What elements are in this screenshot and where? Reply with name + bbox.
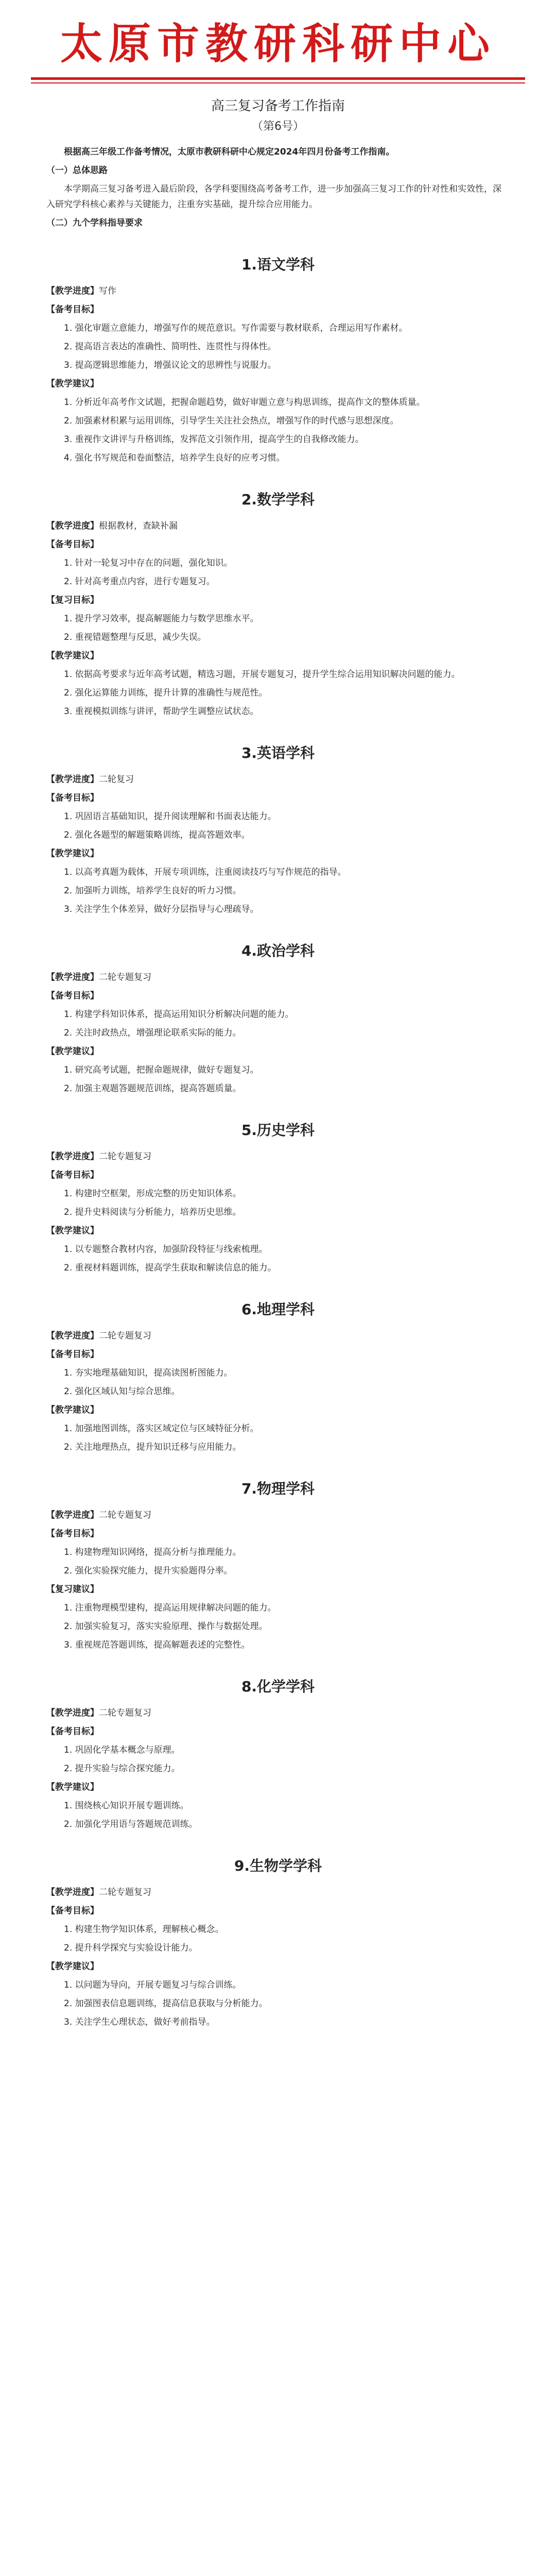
- section-label-line: [46, 283, 510, 299]
- section-label-line: [46, 1347, 510, 1362]
- section-label: 【教学建议】: [46, 651, 99, 661]
- section-item: 2. 加强主观题答题规范训练，提高答题质量。: [64, 1083, 241, 1094]
- section-label: 【教学进度】: [46, 1708, 99, 1718]
- section-item: 2. 强化区域认知与综合思维。: [64, 1386, 180, 1397]
- section-item: 3. 重视作文讲评与升格训练，发挥范文引领作用，提高学生的自我修改能力。: [64, 434, 364, 445]
- document-body: [46, 144, 510, 2033]
- section-item: 1. 以高考真题为载体，开展专项训练，注重阅读技巧与写作规范的指导。: [64, 867, 346, 877]
- section-title: 6.地理学科: [241, 1301, 315, 1318]
- section-label: 【教学建议】: [46, 379, 99, 389]
- section-label: 【教学进度】: [46, 1331, 99, 1341]
- section-title: 8.化学学科: [241, 1678, 315, 1695]
- section-title: 2.数学学科: [241, 491, 315, 508]
- section-item: 1. 构建生物学知识体系，理解核心概念。: [64, 1924, 224, 1935]
- section-item: 2. 加强化学用语与答题规范训练。: [64, 1819, 198, 1829]
- section-label: 【备考目标】: [46, 1529, 99, 1539]
- section-label: 【教学进度】: [46, 774, 99, 785]
- doc-number: （第6号）: [252, 120, 304, 133]
- section-label-line: [46, 592, 510, 608]
- section-item: 2. 强化运算能力训练，提升计算的准确性与规范性。: [64, 688, 268, 698]
- section-label: 【备考目标】: [46, 991, 99, 1001]
- section-label: 【教学进度】: [46, 972, 99, 982]
- section-item: 2. 提升实验与综合探究能力。: [64, 1764, 180, 1774]
- section-label-line: [46, 988, 510, 1004]
- section-item: 2. 关注地理热点，提升知识迁移与应用能力。: [64, 1442, 241, 1452]
- section-item: 1. 研究高考试题，把握命题规律，做好专题复习。: [64, 1065, 259, 1075]
- section-item: 1. 以专题整合教材内容，加强阶段特征与线索梳理。: [64, 1244, 268, 1255]
- section-label: 【备考目标】: [46, 539, 99, 550]
- section-label: 【教学建议】: [46, 1405, 99, 1415]
- section-label-line: [46, 772, 510, 787]
- section-title: 5.历史学科: [241, 1122, 315, 1139]
- section-label: 【教学进度】: [46, 1510, 99, 1520]
- section-title: 7.物理学科: [241, 1480, 315, 1497]
- section-item: 2. 强化各题型的解题策略训练，提高答题效率。: [64, 830, 250, 840]
- section-item: 2. 重视材料题训练，提高学生获取和解读信息的能力。: [64, 1263, 276, 1273]
- section-item: 4. 强化书写规范和卷面整洁，培养学生良好的应考习惯。: [64, 453, 285, 463]
- section-label-text: 写作: [99, 286, 116, 296]
- section-item: 1. 针对一轮复习中存在的问题，强化知识。: [64, 558, 233, 568]
- section-label-line: [46, 1582, 510, 1597]
- section-label: 【教学进度】: [46, 1151, 99, 1162]
- section-item: 1. 巩固语言基础知识，提升阅读理解和书面表达能力。: [64, 811, 276, 822]
- section-item: 1. 夯实地理基础知识，提高读图析图能力。: [64, 1368, 233, 1378]
- section-label-line: [46, 1903, 510, 1919]
- section-title: 4.政治学科: [241, 942, 315, 959]
- section-item: 2. 关注时政热点，增强理论联系实际的能力。: [64, 1028, 241, 1038]
- intro-paragraph: 本学期高三复习备考进入最后阶段，各学科要围绕高考备考工作，进一步加强高三复习工作的针对性和实效性，深入研究学科核心素养与关键能力，注重夯实基础，提升综合应用能力。: [46, 184, 501, 210]
- section-label-line: [46, 1167, 510, 1183]
- section-item: 3. 重视规范答题训练，提高解题表述的完整性。: [64, 1640, 250, 1650]
- intro-heading-1: （一）总体思路: [46, 165, 108, 176]
- section-item: 3. 提高逻辑思维能力，增强议论文的思辨性与说服力。: [64, 360, 276, 370]
- section-item: 2. 重视错题整理与反思，减少失误。: [64, 632, 206, 642]
- section-label: 【备考目标】: [46, 793, 99, 803]
- section-item: 1. 分析近年高考作文试题，把握命题趋势，做好审题立意与构思训练，提高作文的整体质量。: [64, 397, 425, 408]
- section-label-line: [46, 1780, 510, 1795]
- section-item: 2. 提升科学探究与实验设计能力。: [64, 1943, 198, 1953]
- section-item: 1. 注重物理模型建构，提高运用规律解决问题的能力。: [64, 1603, 276, 1613]
- header-org-title: 太原市教研科研中心: [60, 20, 496, 69]
- header-rule-thin: [31, 82, 525, 83]
- section-label: 【教学进度】: [46, 1887, 99, 1897]
- section-label: 【教学建议】: [46, 1226, 99, 1236]
- section-label-line: [46, 1885, 510, 1900]
- section-label-line: [46, 1328, 510, 1344]
- section-title: 1.语文学科: [241, 256, 315, 273]
- section-label-line: [46, 970, 510, 985]
- section-label: 【教学建议】: [46, 1782, 99, 1792]
- section-item: 1. 加强地图训练，落实区域定位与区域特征分析。: [64, 1423, 259, 1434]
- section-label: 【备考目标】: [46, 1906, 99, 1916]
- section-label: 【复习目标】: [46, 595, 99, 605]
- section-label-line: [46, 648, 510, 664]
- section-item: 2. 针对高考重点内容，进行专题复习。: [64, 577, 215, 587]
- subject-sections: [46, 253, 510, 2030]
- section-title: 9.生物学学科: [234, 1857, 322, 1874]
- section-label-line: [46, 790, 510, 806]
- section-label: 【教学建议】: [46, 1046, 99, 1057]
- section-label-text: 二轮专题复习: [99, 1510, 151, 1520]
- section-item: 3. 重视模拟训练与讲评，帮助学生调整应试状态。: [64, 706, 259, 717]
- section-item: 1. 强化审题立意能力，增强写作的规范意识。写作需要与教材联系，合理运用写作素材。: [64, 323, 408, 333]
- intro-lead: 根据高三年级工作备考情况，太原市教研科研中心规定2024年四月份备考工作指南。: [64, 147, 395, 157]
- section-label-line: [46, 537, 510, 552]
- section-item: 2. 提升史料阅读与分析能力，培养历史思维。: [64, 1207, 241, 1217]
- section-label-line: [46, 1724, 510, 1739]
- section-label-text: 二轮专题复习: [99, 1331, 151, 1341]
- section-label: 【备考目标】: [46, 1726, 99, 1737]
- section-label: 【备考目标】: [46, 1349, 99, 1360]
- section-label-line: [46, 1959, 510, 1974]
- section-item: 2. 加强实验复习，落实实验原理、操作与数据处理。: [64, 1621, 268, 1632]
- section-label-text: 根据教材，查缺补漏: [99, 521, 178, 531]
- section-item: 2. 强化实验探究能力，提升实验题得分率。: [64, 1566, 233, 1576]
- section-label-line: [46, 1402, 510, 1418]
- section-label-text: 二轮复习: [99, 774, 134, 785]
- section-item: 1. 依据高考要求与近年高考试题，精选习题，开展专题复习，提升学生综合运用知识解决问题的能力。: [64, 669, 460, 680]
- section-label-line: [46, 376, 510, 392]
- section-label-line: [46, 1223, 510, 1239]
- doc-title: 高三复习备考工作指南: [211, 98, 345, 114]
- section-label-line: [46, 1526, 510, 1541]
- section-item: 1. 构建物理知识网络，提高分析与推理能力。: [64, 1547, 241, 1557]
- section-item: 2. 加强素材积累与运用训练，引导学生关注社会热点，增强写作的时代感与思想深度。: [64, 416, 399, 426]
- header-rule: [31, 77, 525, 80]
- section-item: 1. 构建学科知识体系，提高运用知识分析解决问题的能力。: [64, 1009, 294, 1020]
- section-item: 2. 加强图表信息题训练，提高信息获取与分析能力。: [64, 1998, 268, 2009]
- section-label-line: [46, 518, 510, 534]
- section-label: 【备考目标】: [46, 304, 99, 315]
- section-label-line: [46, 846, 510, 861]
- section-label-line: [46, 1507, 510, 1523]
- section-item: 1. 巩固化学基本概念与原理。: [64, 1745, 180, 1755]
- section-label-text: 二轮专题复习: [99, 972, 151, 982]
- section-title: 3.英语学科: [241, 744, 315, 761]
- section-item: 3. 关注学生心理状态，做好考前指导。: [64, 2017, 215, 2027]
- section-label-text: 二轮专题复习: [99, 1151, 151, 1162]
- section-item: 1. 以问题为导向，开展专题复习与综合训练。: [64, 1980, 241, 1990]
- section-label: 【教学进度】: [46, 521, 99, 531]
- section-label-line: [46, 302, 510, 317]
- section-label: 【教学进度】: [46, 286, 99, 296]
- section-label: 【教学建议】: [46, 1961, 99, 1972]
- intro-heading-2: （二）九个学科指导要求: [46, 218, 143, 228]
- section-label: 【备考目标】: [46, 1170, 99, 1180]
- section-label: 【复习建议】: [46, 1584, 99, 1595]
- section-item: 1. 围绕核心知识开展专题训练。: [64, 1801, 189, 1811]
- section-label-line: [46, 1044, 510, 1059]
- section-label-line: [46, 1149, 510, 1164]
- section-item: 2. 加强听力训练，培养学生良好的听力习惯。: [64, 886, 241, 896]
- section-label-text: 二轮专题复习: [99, 1887, 151, 1897]
- section-item: 1. 构建时空框架，形成完整的历史知识体系。: [64, 1189, 241, 1199]
- section-label-line: [46, 1705, 510, 1721]
- section-label-text: 二轮专题复习: [99, 1708, 151, 1718]
- section-item: 1. 提升学习效率，提高解题能力与数学思维水平。: [64, 614, 259, 624]
- section-item: 2. 提高语言表达的准确性、简明性、连贯性与得体性。: [64, 342, 276, 352]
- section-label: 【教学建议】: [46, 849, 99, 859]
- section-item: 3. 关注学生个体差异，做好分层指导与心理疏导。: [64, 904, 259, 914]
